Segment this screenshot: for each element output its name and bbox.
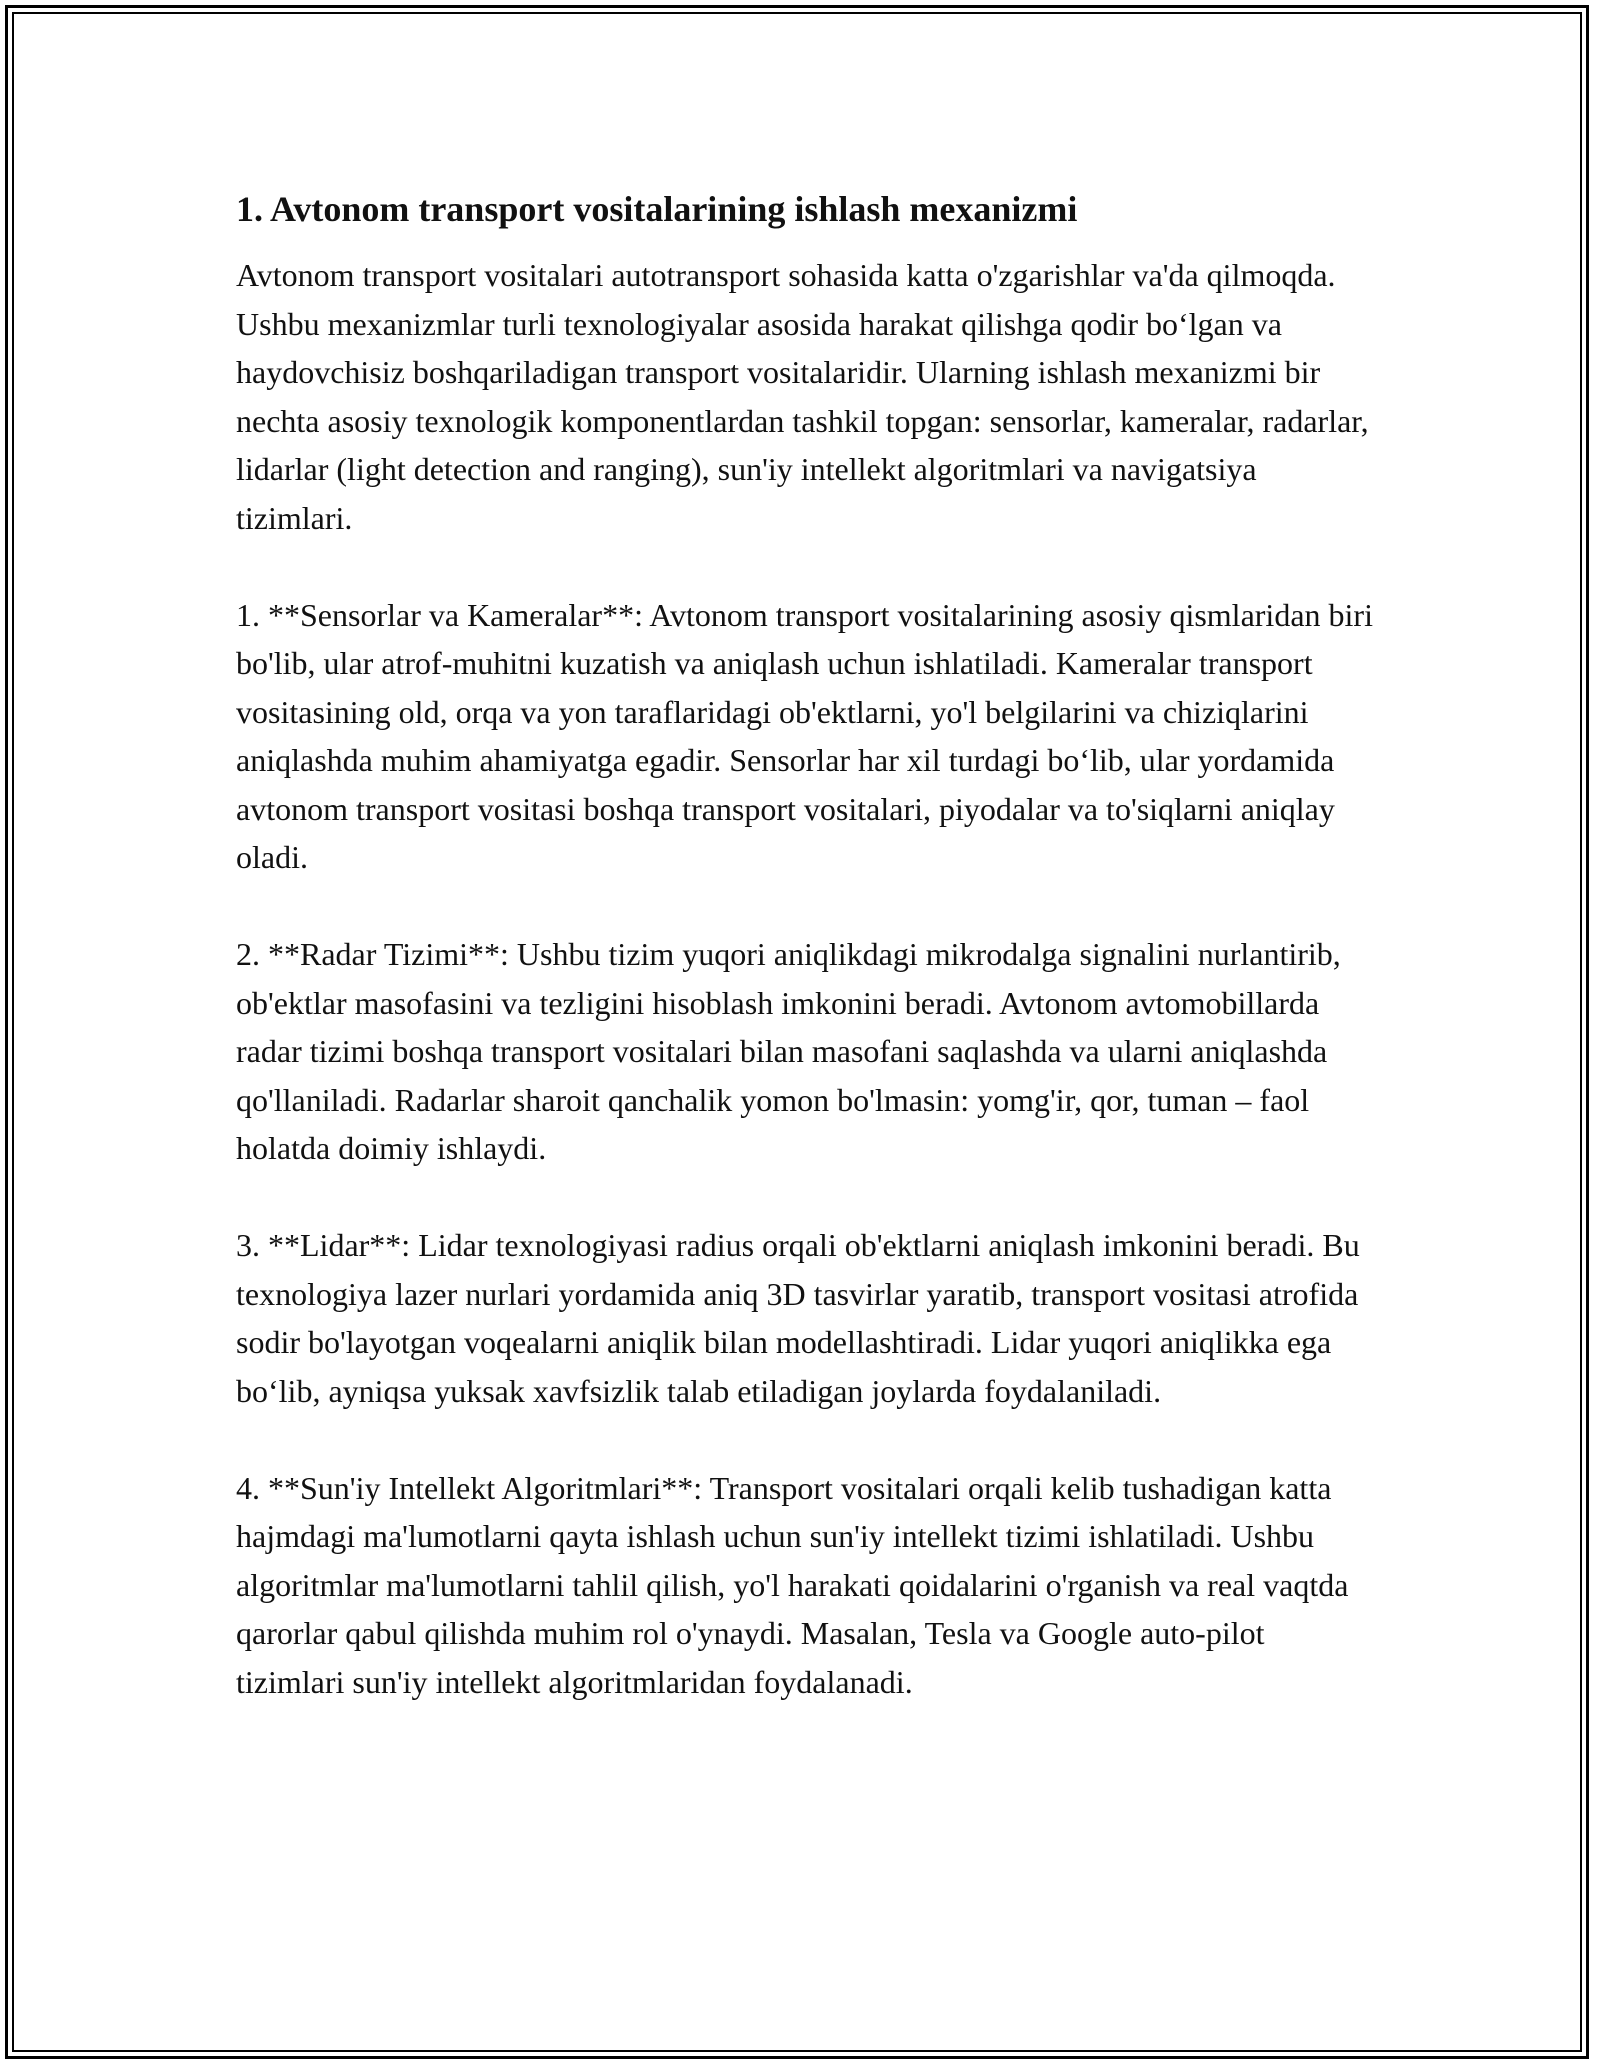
document-body	[236, 185, 1376, 1755]
intro-paragraph: Avtonom transport vositalari autotransport sohasida katta o'zgarishlar va'da qilmoqda. Ushbu mexanizmlar turli texnologiyalar asosida harakat qilishga qodir bo‘lgan va haydovchisiz boshqariladigan transport vositalaridir. Ularning ishlash mexanizmi bir nechta asosiy texnologik komponentlardan tashkil topgan: sensorlar, kameralar, radarlar, lidarlar (light detection and ranging), sun'iy intellekt algoritmlari va navigatsiya tizimlari.	[236, 257, 1369, 536]
sensors-paragraph: 1. **Sensorlar va Kameralar**: Avtonom transport vositalarining asosiy qismlaridan biri bo'lib, ular atrof-muhitni kuzatish va aniqlash uchun ishlatiladi. Kameralar transport vositasining old, orqa va yon taraflaridagi ob'ektlarni, yo'l belgilarini va chiziqlarini aniqlashda muhim ahamiyatga egadir. Sensorlar har xil turdagi bo‘lib, ular yordamida avtonom transport vositasi boshqa transport vositalari, piyodalar va to'siqlarni aniqlay oladi.	[236, 596, 1373, 875]
section-heading: 1. Avtonom transport vositalarining ishlash mexanizmi	[236, 189, 1078, 229]
radar-paragraph: 2. **Radar Tizimi**: Ushbu tizim yuqori aniqlikdagi mikrodalga signalini nurlantirib, ob'ektlar masofasini va tezligini hisoblash imkonini beradi. Avtonom avtomobillarda radar tizimi boshqa transport vositalari bilan masofani saqlashda va ularni aniqlashda qo'llaniladi. Radarlar sharoit qanchalik yomon bo'lmasin: yomg'ir, qor, tuman – faol holatda doimiy ishlaydi.	[236, 936, 1341, 1166]
ai-algorithms-paragraph: 4. **Sun'iy Intellekt Algoritmlari**: Transport vositalari orqali kelib tushadigan katta hajmdagi ma'lumotlarni qayta ishlash uchun sun'iy intellekt tizimi ishlatiladi. Ushbu algoritmlar ma'lumotlarni tahlil qilish, yo'l harakati qoidalarini o'rganish va real vaqtda qarorlar qabul qilishda muhim rol o'ynaydi. Masalan, Tesla va Google auto-pilot tizimlari sun'iy intellekt algoritmlaridan foydalanadi.	[236, 1469, 1349, 1700]
lidar-paragraph: 3. **Lidar**: Lidar texnologiyasi radius orqali ob'ektlarni aniqlash imkonini beradi. Bu texnologiya lazer nurlari yordamida aniq 3D tasvirlar yaratib, transport vositasi atrofida sodir bo'layotgan voqealarni aniqlik bilan modellashtiradi. Lidar yuqori aniqlikka ega bo‘lib, ayniqsa yuksak xavfsizlik talab etiladigan joylarda foydalaniladi.	[236, 1227, 1360, 1409]
